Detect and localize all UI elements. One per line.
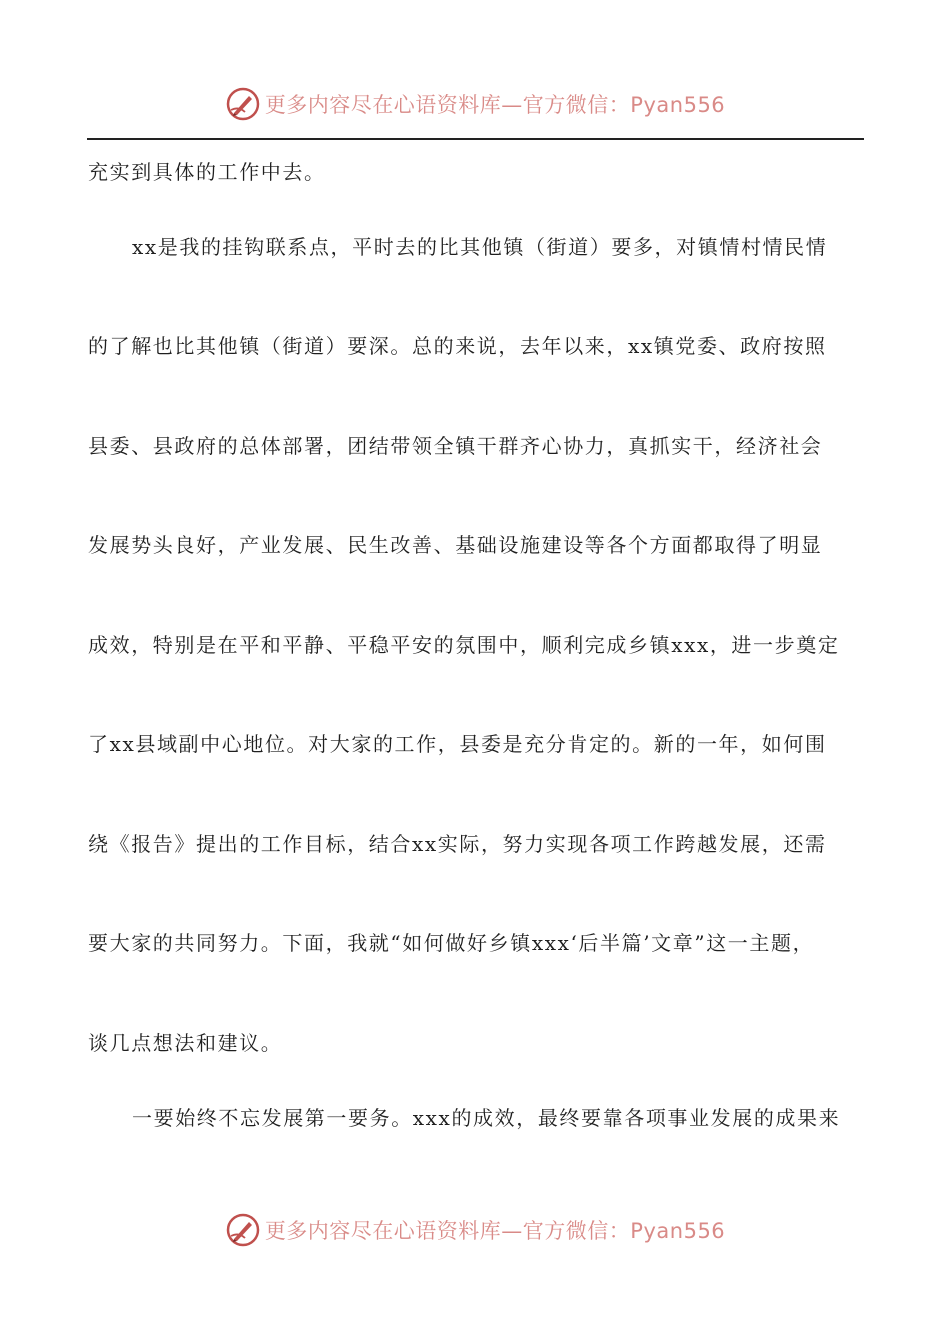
text-line: 一要始终不忘发展第一要务。xxx的成效，最终要靠各项事业发展的成果来	[132, 1106, 841, 1130]
text-line: 了xx县域副中心地位。对大家的工作，县委是充分肯定的。新的一年，如何围	[88, 732, 827, 756]
text-line: xx是我的挂钩联系点，平时去的比其他镇（街道）要多，对镇情村情民情	[132, 235, 828, 259]
pen-logo-icon	[225, 1212, 261, 1248]
text-line: 成效，特别是在平和平静、平稳平安的氛围中，顺利完成乡镇xxx，进一步奠定	[88, 633, 840, 657]
text-line: 谈几点想法和建议。	[88, 1031, 283, 1055]
header-divider	[87, 138, 864, 140]
text-line: 县委、县政府的总体部署，团结带领全镇干群齐心协力，真抓实干，经济社会	[88, 434, 823, 458]
text-line: 充实到具体的工作中去。	[88, 160, 326, 184]
header-banner	[0, 82, 950, 126]
pen-logo-icon	[225, 86, 261, 122]
footer-banner	[0, 1208, 950, 1252]
text-line: 的了解也比其他镇（街道）要深。总的来说，去年以来，xx镇党委、政府按照	[88, 334, 827, 358]
text-line: 绕《报告》提出的工作目标，结合xx实际，努力实现各项工作跨越发展，还需	[88, 832, 827, 856]
text-line: 要大家的共同努力。下面，我就“如何做好乡镇xxx‘后半篇’文章”这一主题，	[88, 931, 815, 955]
footer-banner-text: 更多内容尽在心语资料库—官方微信：Pyan556	[264, 1219, 726, 1243]
text-line: 发展势头良好，产业发展、民生改善、基础设施建设等各个方面都取得了明显	[88, 533, 823, 557]
header-banner-text: 更多内容尽在心语资料库—官方微信：Pyan556	[264, 93, 726, 117]
